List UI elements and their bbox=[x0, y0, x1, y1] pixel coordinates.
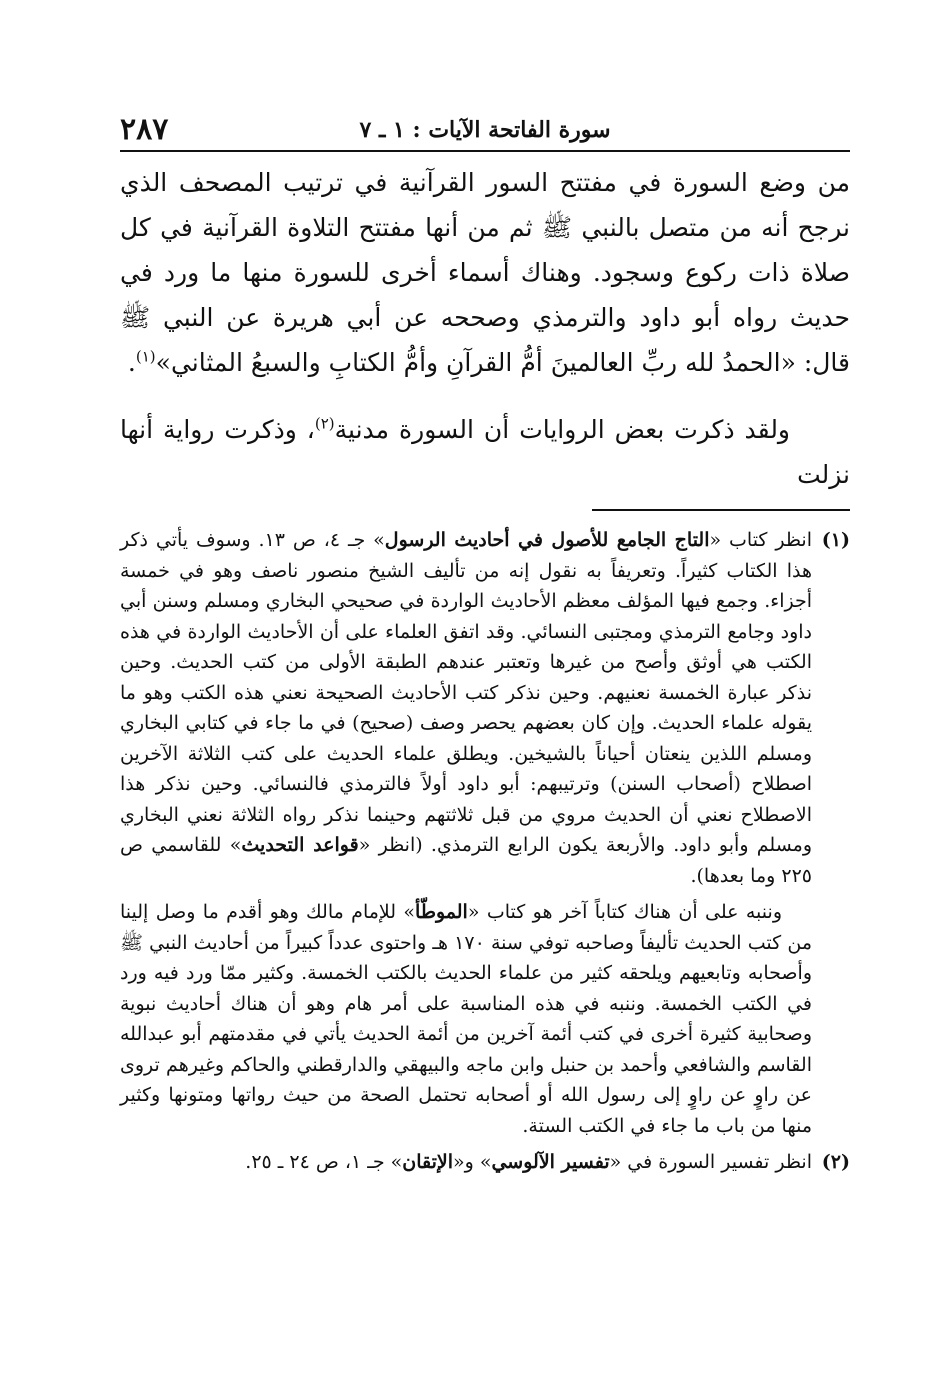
main-text bbox=[120, 160, 850, 497]
running-header bbox=[120, 112, 850, 152]
fn1-p1-text: انظر كتاب « bbox=[709, 529, 812, 551]
fn1-p1-end: » للقاسمي ص ٢٢٥ وما بعدها). bbox=[120, 834, 812, 887]
fn1-p1-rest: » جـ ٤، ص ١٣. وسوف يأتي ذكر هذا الكتاب كثيراً. وتعريفاً به نقول إنه من تأليف الشيخ منصور ناصف وهو في خمسة أجزاء. وجمع فيها المؤلف معظم الأحاديث الواردة في صحيحي البخاري ومسلم وسنن أبي داود وجامع الترمذي ومجتبى النسائي. وقد اتفق العلماء على أن الأحاديث الواردة في هذه الكتب هي أوثق وأصح من غيرها وتعتبر عندهم الطبقة الأولى من كتب الحديث. وحين نذكر عبارة الخمسة نعنيهم. وحين نذكر كتب الأحاديث الصحيحة نعني هذه الكتب وهو ما يقوله علماء الحديث. وإن كان بعضهم يحصر وصف (صحيح) في ما جاء في كتابي البخاري ومسلم اللذين ينعتان أحياناً بالشيخين. ويطلق علماء الحديث على كتب الثلاثة الآخرين اصطلاح (أصحاب السنن) وترتيبهم: أبو داود أولاً فالترمذي فالنسائي. وحين نذكر هذا الاصطلاح نعني أن الحديث مروي من قبل ثلاثتهم وحينما نذكر رواه الثلاثة نعني البخاري ومسلم وأبو داود. والأربعة يكون الرابع الترمذي. (انظر « bbox=[120, 529, 813, 856]
fn2-text: انظر تفسير السورة في « bbox=[609, 1151, 812, 1173]
main-paragraph-2 bbox=[120, 407, 850, 497]
fn1-p2-rest: » للإمام مالك وهو أقدم ما وصل إلينا من كتب الحديث تأليفاً وصاحبه توفي سنة ١٧٠ هـ واحتوى عدداً كبيراً من أحاديث النبي ﷺ وأصحابه وتابعيهم ويلحقه كثير من علماء الحديث بالكتب الخمسة. وكثير ممّا ورد فيه ورد في الكتب الخمسة. وننبه في هذه المناسبة على أمر هام وهو أن هناك أحاديث نبوية وصحابية كثيرة أخرى في كتب أئمة آخرين من أئمة الحديث يأتي في مقدمتهم أبو عبدالله القاسم والشافعي وأحمد بن حنبل وابن ماجه والبيهقي والدارقطني والحاكم وغيرهم تروى عن راوٍ عن راوٍ إلى رسول الله أو أصحابه تحتمل الصحة من حيث رواتها ومتونها وكثير منها من باب ما جاء في الكتب الستة. bbox=[120, 901, 812, 1137]
footnote-2 bbox=[120, 1147, 850, 1178]
footnotes bbox=[120, 525, 850, 1178]
footnote-2-paragraph bbox=[120, 1147, 812, 1178]
fn2-book-title-1: تفسير الآلوسي bbox=[491, 1151, 610, 1173]
footnote-ref-2[interactable]: (٢) bbox=[314, 414, 335, 433]
fn2-mid: » و« bbox=[453, 1151, 492, 1173]
footnote-ref-1[interactable]: (١) bbox=[135, 347, 156, 366]
footnote-1-paragraph-2 bbox=[120, 897, 812, 1141]
footnote-1-paragraph-1 bbox=[120, 525, 812, 891]
fn1-book-title-2: قواعد التحديث bbox=[241, 834, 359, 856]
footnote-1 bbox=[120, 525, 850, 1141]
footnote-divider bbox=[592, 509, 850, 511]
header-title: سورة الفاتحة الآيات : ١ ـ ٧ bbox=[359, 117, 611, 143]
main-paragraph-2-text-end: ، وذكرت رواية أنها نزلت bbox=[120, 415, 850, 489]
fn1-book-title-3: الموطّأ bbox=[415, 901, 468, 923]
fn2-end: » جـ ١، ص ٢٤ ـ ٢٥. bbox=[245, 1151, 403, 1173]
footnote-2-marker: (٢) bbox=[821, 1151, 850, 1173]
fn1-p2-text: وننبه على أن هناك كتاباً آخر هو كتاب « bbox=[467, 901, 782, 923]
main-paragraph-2-text-start: ولقد ذكرت بعض الروايات أن السورة مدنية bbox=[334, 415, 791, 444]
main-paragraph-1-end: . bbox=[127, 348, 136, 377]
main-paragraph-1 bbox=[120, 160, 850, 385]
page-number: ٢٨٧ bbox=[120, 112, 169, 147]
fn1-book-title-1: التاج الجامع للأصول في أحاديث الرسول bbox=[384, 529, 710, 551]
footnote-1-marker: (١) bbox=[821, 529, 850, 551]
fn2-book-title-2: الإتقان bbox=[402, 1151, 453, 1173]
main-paragraph-1-text: من وضع السورة في مفتتح السور القرآنية في ترتيب المصحف الذي نرجح أنه من متصل بالنبي ﷺ ثم من أنها مفتتح التلاوة القرآنية في كل صلاة ذات ركوع وسجود. وهناك أسماء أخرى للسورة منها ما ورد في حديث رواه أبو داود والترمذي وصححه عن أبي هريرة عن النبي ﷺ قال: «الحمدُ لله ربِّ العالمينَ أمُّ القرآنِ وأمُّ الكتابِ والسبعُ المثاني» bbox=[120, 168, 850, 377]
